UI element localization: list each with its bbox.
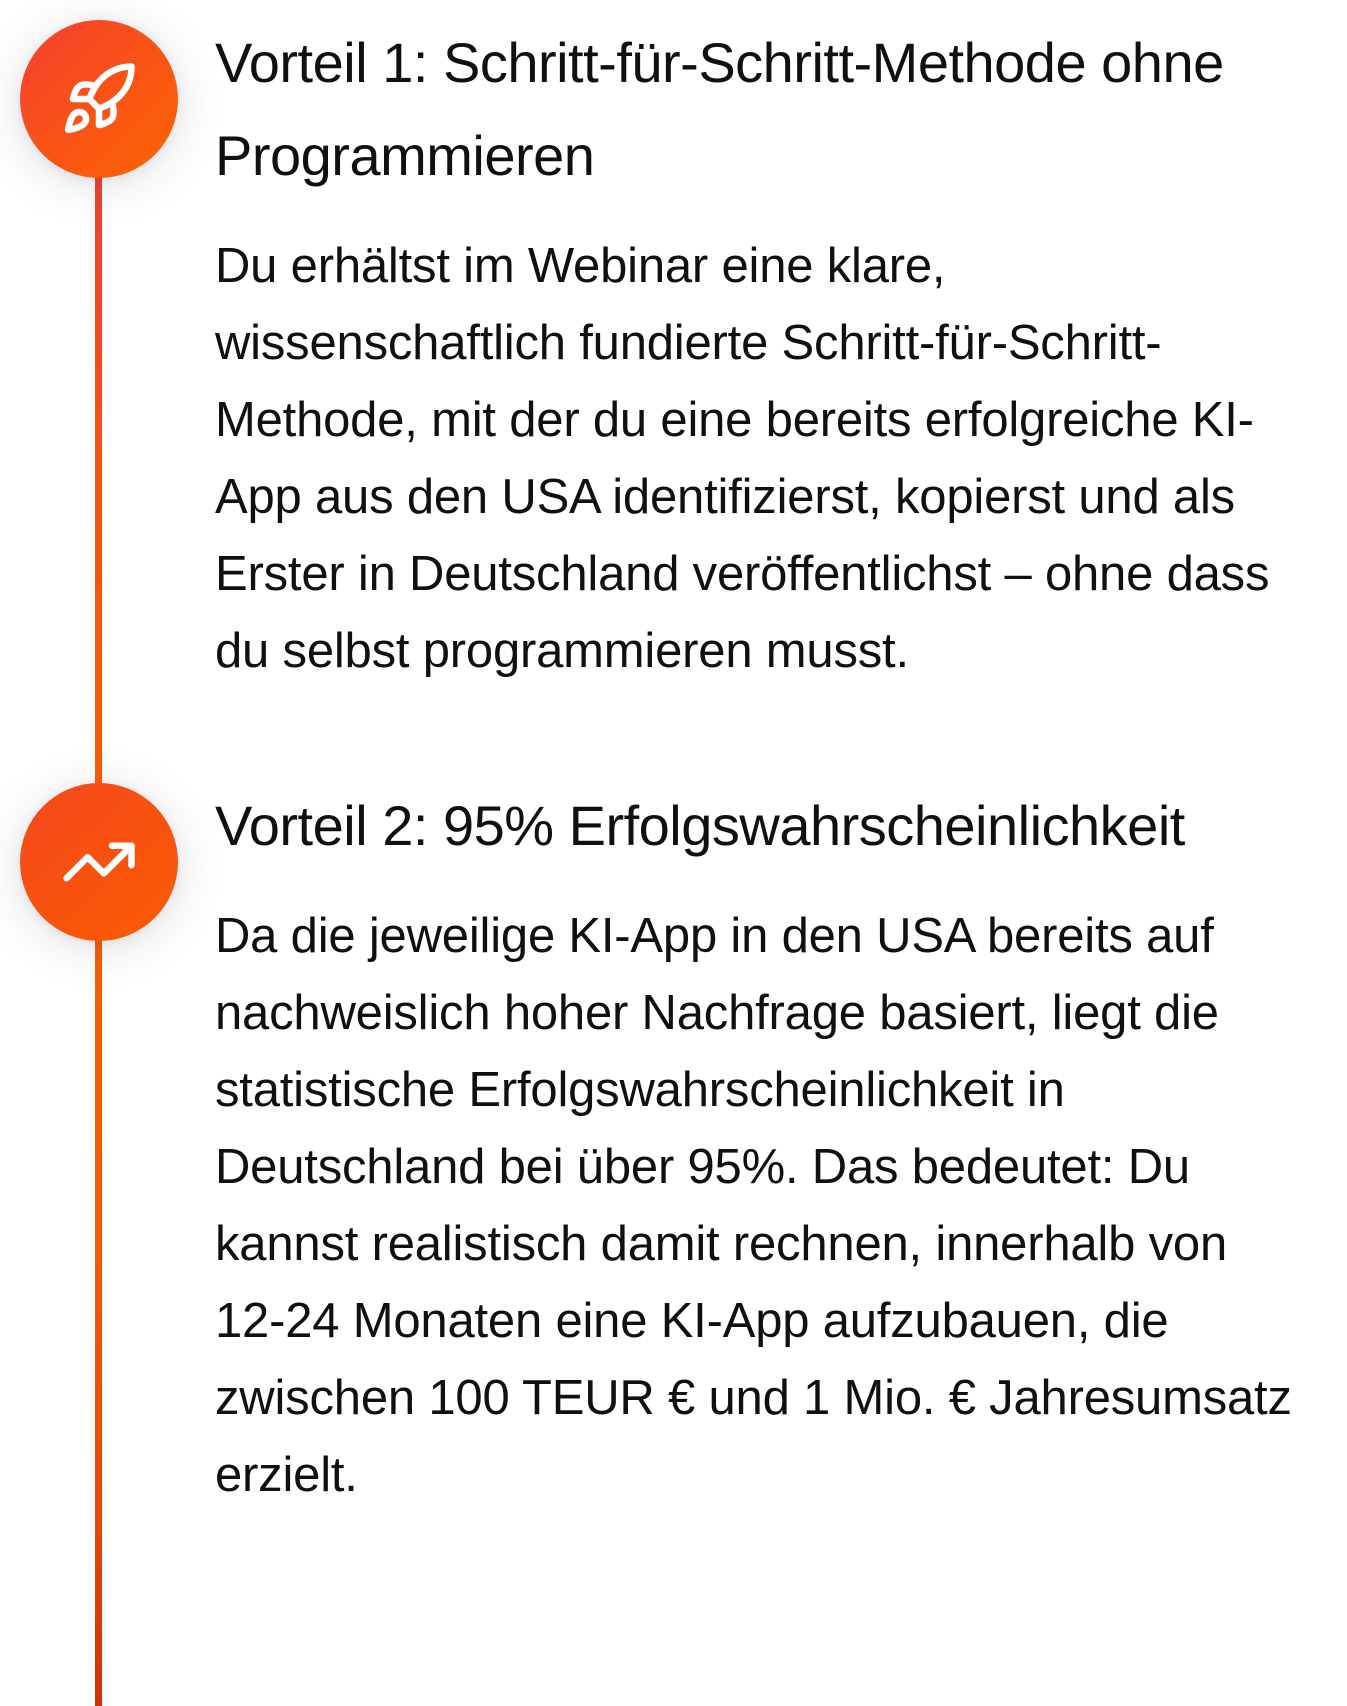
trending-up-icon [60, 823, 138, 901]
benefit-heading: Vorteil 1: Schritt-für-Schritt-Methode ohne Programmieren [215, 31, 1224, 187]
rocket-icon [60, 60, 138, 138]
trending-up-badge [20, 783, 178, 941]
benefit-item-2 [0, 783, 1347, 1514]
benefit-item-1 [0, 20, 1347, 690]
benefit-body: Du erhältst im Webinar eine klare, wissenschaftlich fundierte Schritt-für-Schritt-Methode, mit der du eine bereits erfolgreiche KI-App aus den USA identifizierst, kopierst und als Erster in Deutschland veröffentlichst – ohne dass du selbst programmieren musst. [215, 239, 1270, 678]
benefit-content [215, 783, 1295, 1514]
rocket-badge [20, 20, 178, 178]
benefit-body: Da die jeweilige KI-App in den USA bereits auf nachweislich hoher Nachfrage basiert, liegt die statistische Erfolgswahrscheinlichkeit in Deutschland bei über 95%. Das bedeutet: Du kannst realistisch damit rechnen, innerhalb von 12-24 Monaten eine KI-App aufzubauen, die zwischen 100 TEUR € und 1 Mio. € Jahresumsatz erzielt. [215, 909, 1292, 1502]
benefit-content [215, 20, 1295, 690]
benefit-heading: Vorteil 2: 95% Erfolgswahrscheinlichkeit [215, 794, 1185, 857]
